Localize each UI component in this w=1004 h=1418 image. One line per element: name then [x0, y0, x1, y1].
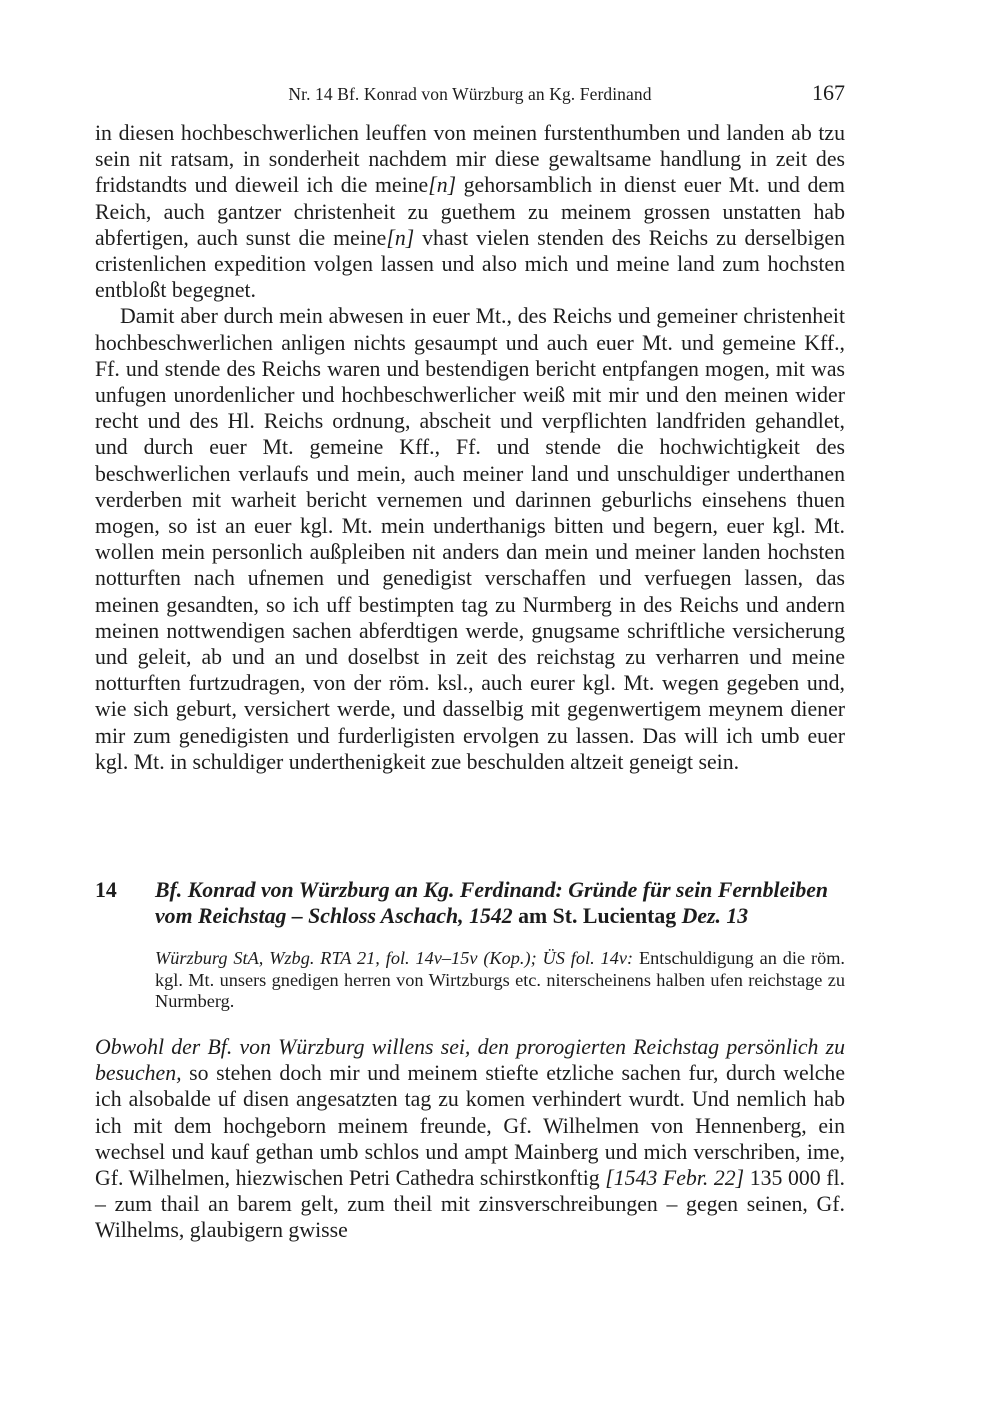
- paragraph-2: Damit aber durch mein abwesen in euer Mt., des Reichs und gemeiner christenheit hochbeschwerlichen anligen nichts gesaumpt und auch euer Mt. und gemeine Kff., Ff. und stende des Reichs waren und bestendigen bericht entpfangen mogen, mit was unfugen unordenlicher und hochbeschwerlicher weiß mit mir und den meinen wider recht und des Hl. Reichs ordnung, abscheit und verpflichten landfriden gehandlet, und durch euer Mt. gemeine Kff., Ff. und stende die hochwichtigkeit des beschwerlichen verlaufs und mein, auch meiner land und unschuldiger underthanen verderben mit warheit bericht vernemen und darinnen geburlichs einsehens thuen mogen, so ist an euer kgl. Mt. mein underthanigs bitten und begern, euer kgl. Mt. wollen mein personlich außpleiben nit anders dan mein und meiner landen hochsten notturften nach ufnemen und genedigist verschaffen und verfuegen lassen, das meinen gesandten, so ich uff bestimpten tag zu Nurmberg in des Reichs und andern meinen nottwendigen sachen abferdtigen werde, gnugsame schriftliche versicherung und geleit, ab und an und doselbst in zeit des reichstag zu verharren und meine notturften furtzudragen, von der röm. ksl., auch eurer kgl. Mt. wegen gegeben und, wie sich geburt, versichert werde, und dasselbig mit gegenwertigem meynem diener mir zum genedigisten und furderligisten ervolgen zu lassen. Das will ich umb euer kgl. Mt. in schuldiger underthenigkeit zue beschulden altzeit geneigt sein.: [95, 304, 845, 774]
- running-head: [95, 80, 845, 110]
- document-heading: [95, 877, 845, 929]
- document-title-roman: am St. Lucientag: [512, 904, 682, 929]
- document-text-part-a: so stehen doch mir und meinem stiefte etzliche sachen fur, durch welche ich alsobalde uf disen angesatzten tag zu komen verhindert wurdt. Und nemlich hab ich mit dem hochgeborn meinem freunde, Gf. Wilhelmen von Hennenberg, ein wechsel und kauf gethan umb schlos und ampt Mainberg und mich verschriben, ime, Gf. Wilhelmen, hiezwischen Petri Cathedra schirstkonftig: [95, 1061, 845, 1191]
- paragraph-1-part-c: vhast vielen stenden des Reichs zu derselbigen cristenlichen expedition volgen lassen und also mich und meine land zum hochsten entbloßt begegnet.: [95, 225, 845, 303]
- document-title-date: Dez. 13: [681, 904, 749, 929]
- paragraph-1: [95, 120, 845, 303]
- paragraph-1-part-a: in diesen hochbeschwerlichen leuffen von meinen furstenthumben und landen ab tzu sein nit ratsam, in sonderheit nachdem mir diese gewaltsame handlung in zeit des fridstandts und dieweil ich die meine: [95, 121, 845, 198]
- document-text-part-b: 135 000 fl. – zum thail an barem gelt, zum theil mit zinsverschreibungen – gegen seinen, Gf. Wilhelms, glaubigern gwisse: [95, 1166, 845, 1243]
- page-number: 167: [812, 80, 845, 105]
- editorial-summary: Obwohl der Bf. von Würzburg willens sei, den prorogierten Reichstag persönlich zu besuchen,: [95, 1035, 845, 1086]
- editorial-insertion: [n]: [386, 225, 415, 250]
- paragraph-1-part-b: gehorsamblich in dienst euer Mt. und dem Reich, auch gantzer christenheit zu guethem zu meinem grossen unstatten hab abfertigen, auch sunst die meine: [95, 173, 845, 250]
- document-text: [95, 1034, 845, 1244]
- document-paragraph: [95, 1034, 845, 1244]
- document-number: 14: [95, 878, 117, 902]
- editorial-insertion: [n]: [428, 173, 457, 198]
- source-note: [155, 948, 845, 1013]
- document-title-italic: Bf. Konrad von Würzburg an Kg. Ferdinand: Gründe für sein Fernbleiben vom Reichstag – Schloss Aschach, 1542: [155, 878, 829, 929]
- running-title: Nr. 14 Bf. Konrad von Würzburg an Kg. Ferdinand: [288, 84, 652, 104]
- editorial-date: [1543 Febr. 22]: [605, 1166, 745, 1191]
- source-summary: Entschuldigung an die röm. kgl. Mt. unsers gnedigen herren von Wirtzburgs etc. niterscheinens halben ufen reichstage zu Nurmberg.: [155, 948, 845, 1012]
- source-reference: Würzburg StA, Wzbg. RTA 21, fol. 14v–15v (Kop.); ÜS fol. 14v:: [155, 948, 634, 968]
- document-title: [155, 877, 845, 929]
- main-text: [95, 120, 845, 775]
